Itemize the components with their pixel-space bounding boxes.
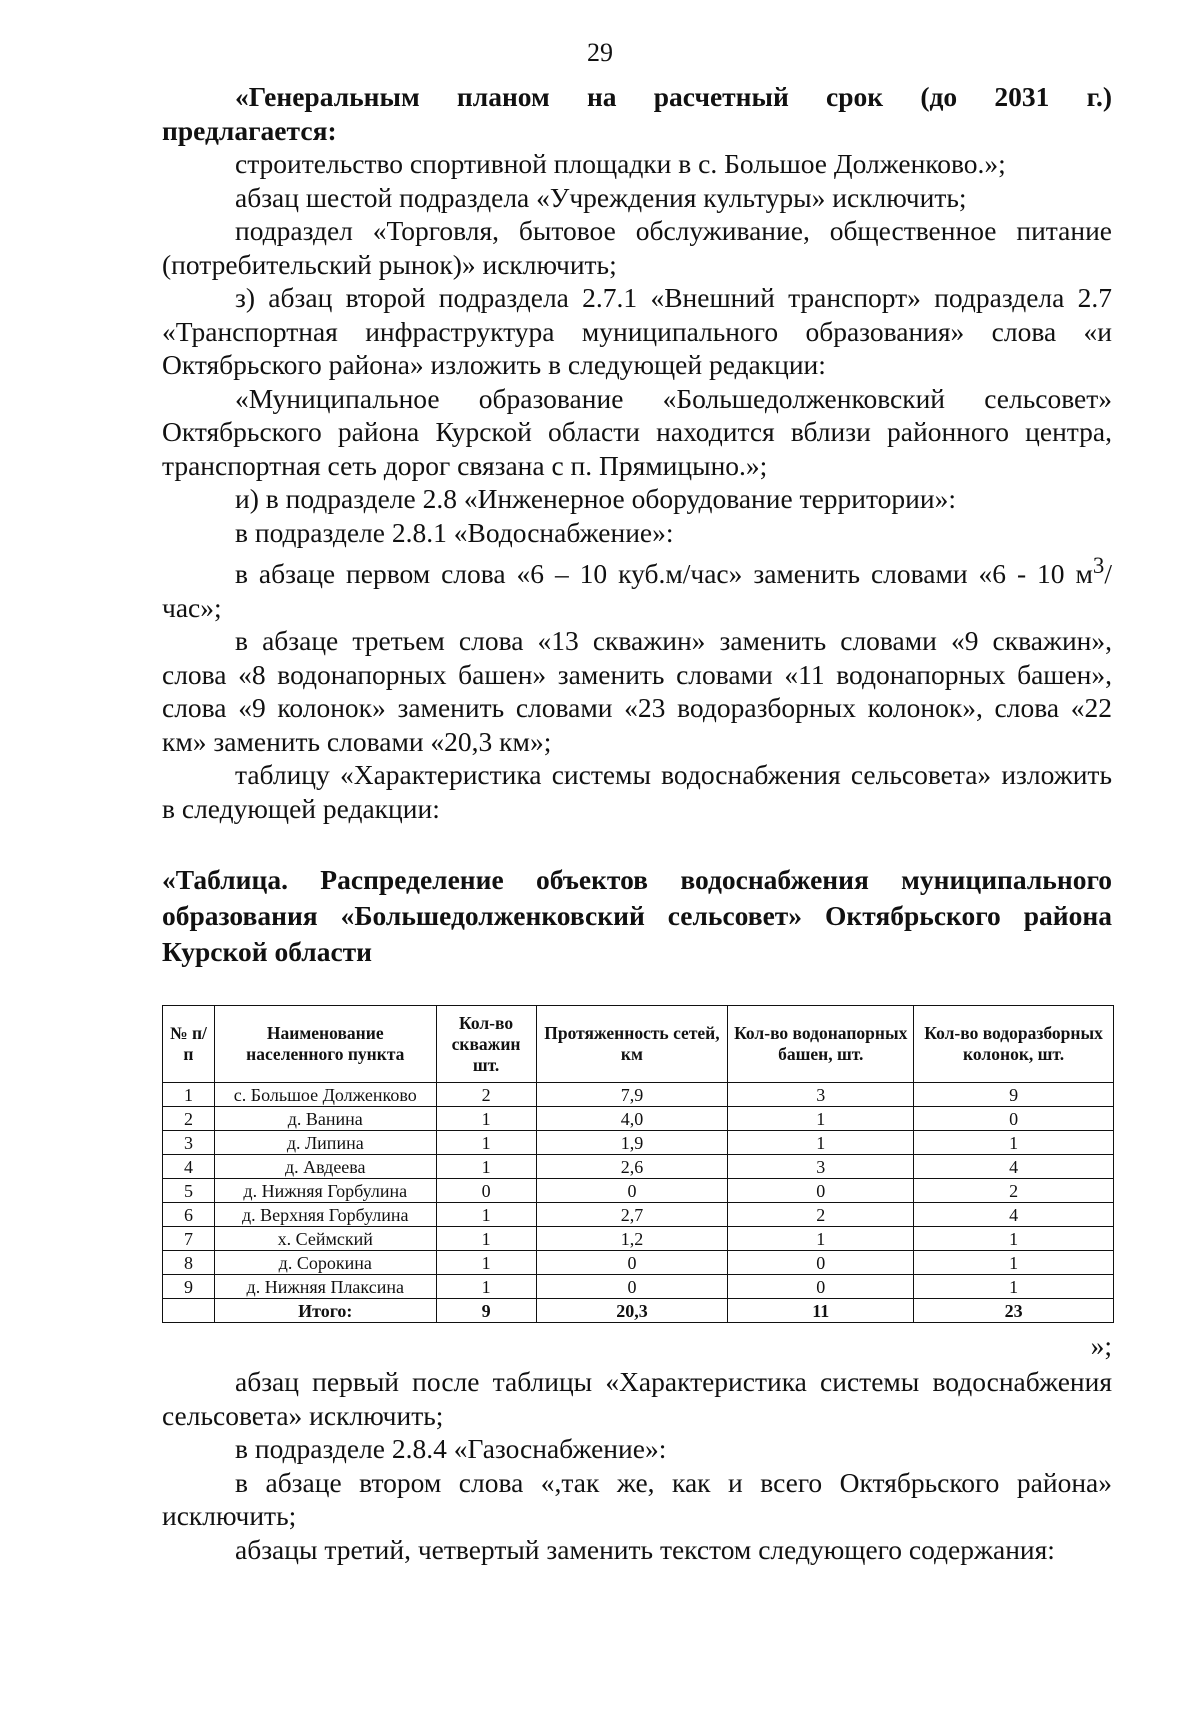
paragraph-m3 xyxy=(162,549,1112,624)
m3-text-start: в абзаце первом слова «6 – 10 куб.м/час» заменить словами «6 - 10 м xyxy=(235,558,1093,590)
paragraph: строительство спортивной площадки в с. Большое Долженково.»; xyxy=(235,148,1006,179)
table-row xyxy=(163,1251,1114,1275)
table-cell: 1 xyxy=(163,1083,215,1107)
document-body xyxy=(162,80,1112,825)
table-row xyxy=(163,1083,1114,1107)
table-cell xyxy=(163,1299,215,1323)
header-cell: Кол-во скважин шт. xyxy=(436,1006,536,1083)
table-cell: 1 xyxy=(728,1227,914,1251)
table-cell: 1 xyxy=(436,1107,536,1131)
paragraph: абзацы третий, четвертый заменить текстом следующего содержания: xyxy=(235,1533,1055,1565)
table-cell: 1,9 xyxy=(536,1131,728,1155)
m3-text-end: /час»; xyxy=(162,558,1112,623)
paragraph: в подразделе 2.8.1 «Водоснабжение»: xyxy=(235,516,674,548)
table-row xyxy=(163,1107,1114,1131)
paragraph: в подразделе 2.8.4 «Газоснабжение»: xyxy=(235,1433,667,1464)
header-cell: № п/п xyxy=(163,1006,215,1083)
table-row xyxy=(163,1179,1114,1203)
table-cell: 23 xyxy=(914,1299,1114,1323)
paragraph-bold-intro-end: предлагается: xyxy=(162,114,337,146)
table-cell: д. Авдеева xyxy=(214,1155,436,1179)
table-cell: 0 xyxy=(536,1275,728,1299)
paragraph: абзац первый после таблицы «Характеристика системы водоснабжения сельсовета» исключить; xyxy=(162,1366,1112,1431)
table-cell: 7 xyxy=(163,1227,215,1251)
table-cell: д. Верхняя Горбулина xyxy=(214,1203,436,1227)
table-row xyxy=(163,1275,1114,1299)
table-cell: 1 xyxy=(914,1131,1114,1155)
table-header-row xyxy=(163,1006,1114,1083)
table-cell: 4 xyxy=(163,1155,215,1179)
table-title-text: «Таблица. Распределение объектов водоснабжения муниципального образования «Большедолженковский сельсовет» Октябрьского района Курской области xyxy=(162,864,1112,967)
table-row xyxy=(163,1227,1114,1251)
page-number: 29 xyxy=(587,38,613,67)
table-cell: 1 xyxy=(728,1131,914,1155)
table-cell: 1,2 xyxy=(536,1227,728,1251)
table-cell: 3 xyxy=(163,1131,215,1155)
header-cell: Кол-во водоразборных колонок, шт. xyxy=(914,1006,1114,1083)
table-cell: с. Большое Долженково xyxy=(214,1083,436,1107)
table-cell: 1 xyxy=(914,1251,1114,1275)
table-cell: д. Сорокина xyxy=(214,1251,436,1275)
header-cell: Наименование населенного пункта xyxy=(214,1006,436,1083)
table-cell: 1 xyxy=(436,1227,536,1251)
table-cell: 2 xyxy=(728,1203,914,1227)
table-cell: 0 xyxy=(536,1251,728,1275)
table-cell: 4,0 xyxy=(536,1107,728,1131)
table-cell: 0 xyxy=(436,1179,536,1203)
table-cell: 9 xyxy=(163,1275,215,1299)
table-cell: 3 xyxy=(728,1155,914,1179)
table-cell: 1 xyxy=(914,1227,1114,1251)
table-cell: 1 xyxy=(436,1203,536,1227)
table-cell: х. Сеймский xyxy=(214,1227,436,1251)
table-cell: 0 xyxy=(914,1107,1114,1131)
paragraph: таблицу «Характеристика системы водоснабжения сельсовета» изложить в следующей редакции: xyxy=(162,759,1112,824)
table-cell: д. Нижняя Плаксина xyxy=(214,1275,436,1299)
table-cell: 6 xyxy=(163,1203,215,1227)
table-cell: 1 xyxy=(728,1107,914,1131)
table-cell: 8 xyxy=(163,1251,215,1275)
closing-quote: »; xyxy=(1090,1330,1112,1361)
table-row xyxy=(163,1203,1114,1227)
header-cell: Протяженность сетей, км xyxy=(536,1006,728,1083)
table-cell: 0 xyxy=(728,1179,914,1203)
table-row xyxy=(163,1131,1114,1155)
table-cell: 9 xyxy=(436,1299,536,1323)
paragraph-bold-intro: «Генеральным планом на расчетный срок (до 2031 г.) xyxy=(235,81,1112,112)
document-body-bottom xyxy=(162,1365,1112,1566)
table-cell: 2 xyxy=(436,1083,536,1107)
table-cell: 4 xyxy=(914,1203,1114,1227)
table-cell: 11 xyxy=(728,1299,914,1323)
table-cell: 2 xyxy=(914,1179,1114,1203)
table-cell: 7,9 xyxy=(536,1083,728,1107)
table-title xyxy=(162,862,1112,970)
table-cell: 1 xyxy=(436,1251,536,1275)
table-cell: 0 xyxy=(728,1251,914,1275)
paragraph: в абзаце третьем слова «13 скважин» заменить словами «9 скважин», слова «8 водонапорных башен» заменить словами «11 водонапорных башен», слова «9 колонок» заменить словами «23 водоразборных колонок», слова «22 км» заменить словами «20,3 км»; xyxy=(162,625,1112,757)
paragraph: подраздел «Торговля, бытовое обслуживание, общественное питание (потребительский рынок)» исключить; xyxy=(162,215,1112,280)
table-cell: 4 xyxy=(914,1155,1114,1179)
table-cell: 3 xyxy=(728,1083,914,1107)
table-cell: 9 xyxy=(914,1083,1114,1107)
table-cell: д. Нижняя Горбулина xyxy=(214,1179,436,1203)
header-cell: Кол-во водонапорных башен, шт. xyxy=(728,1006,914,1083)
table-cell: 1 xyxy=(914,1275,1114,1299)
m3-superscript: 3 xyxy=(1092,553,1105,578)
table-total-row xyxy=(163,1299,1114,1323)
paragraph: в абзаце втором слова «,так же, как и всего Октябрьского района» исключить; xyxy=(162,1466,1112,1531)
table-cell: 2,6 xyxy=(536,1155,728,1179)
table-cell: 5 xyxy=(163,1179,215,1203)
water-supply-table xyxy=(162,1005,1114,1323)
paragraph: абзац шестой подраздела «Учреждения культуры» исключить; xyxy=(235,181,967,213)
table-cell: д. Ванина xyxy=(214,1107,436,1131)
table-cell: 2,7 xyxy=(536,1203,728,1227)
table-cell: Итого: xyxy=(214,1299,436,1323)
table-row xyxy=(163,1155,1114,1179)
paragraph: з) абзац второй подраздела 2.7.1 «Внешний транспорт» подраздела 2.7 «Транспортная инфраструктура муниципального образования» слова «и Октябрьского района» изложить в следующей редакции: xyxy=(162,282,1112,380)
paragraph: и) в подразделе 2.8 «Инженерное оборудование территории»: xyxy=(235,483,956,514)
table-cell: д. Липина xyxy=(214,1131,436,1155)
paragraph: «Муниципальное образование «Большедолженковский сельсовет» Октябрьского района Курской области находится вблизи районного центра, транспортная сеть дорог связана с п. Прямицыно.»; xyxy=(162,382,1112,481)
table-cell: 0 xyxy=(728,1275,914,1299)
table-cell: 2 xyxy=(163,1107,215,1131)
table-cell: 0 xyxy=(536,1179,728,1203)
table-cell: 20,3 xyxy=(536,1299,728,1323)
table-cell: 1 xyxy=(436,1131,536,1155)
table-cell: 1 xyxy=(436,1155,536,1179)
table-cell: 1 xyxy=(436,1275,536,1299)
